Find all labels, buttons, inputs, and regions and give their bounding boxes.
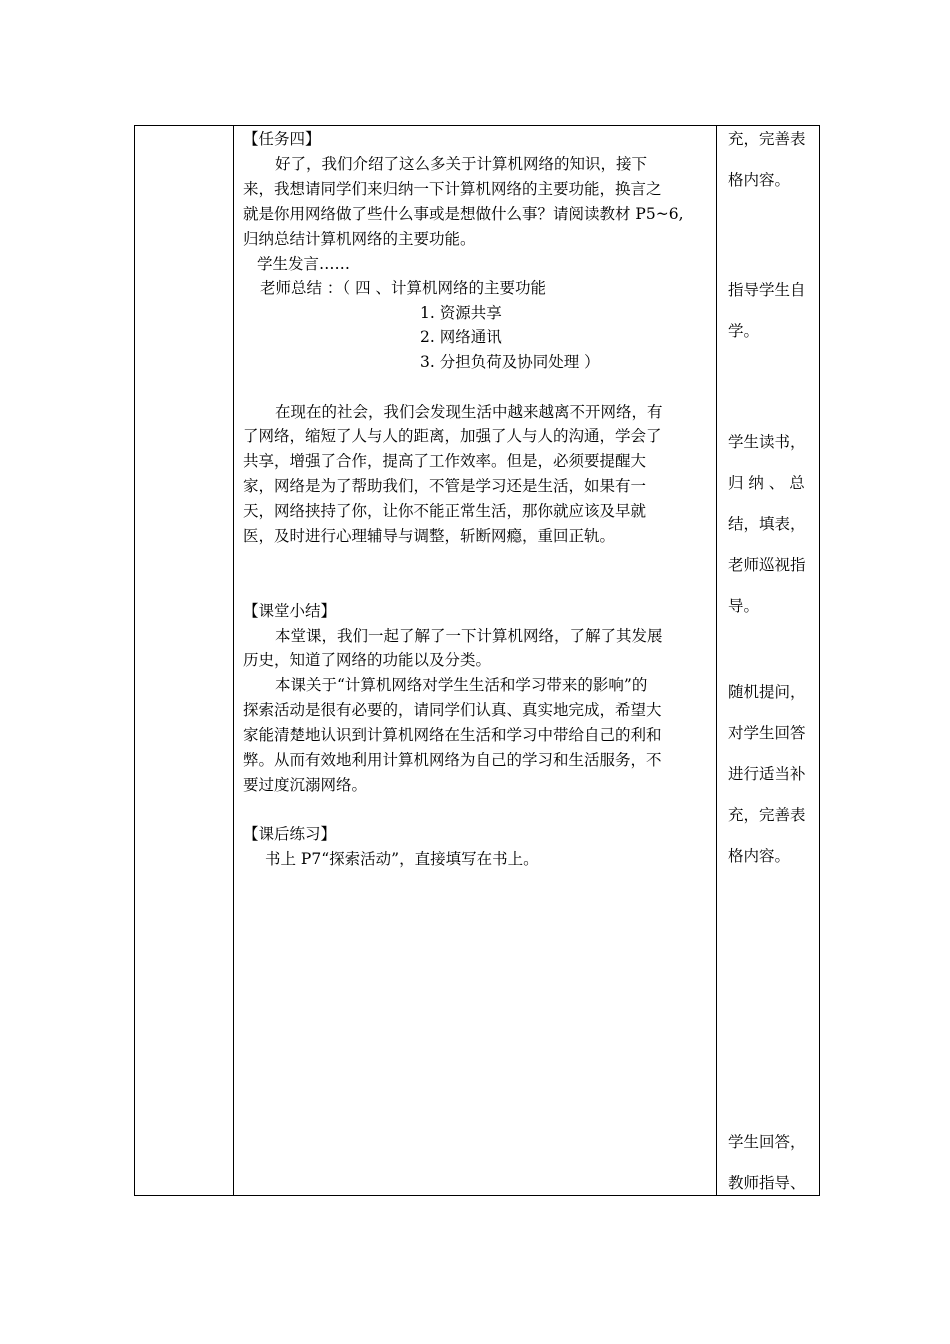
note-line: 充，完善表 [728,130,806,148]
note-line: 学。 [728,322,760,340]
note-line: 学生回答， [728,1133,806,1151]
summary-paragraph-line: 本课关于“计算机网络对学生生活和学习带来的影响”的 [275,676,648,694]
summary-paragraph-line: 探索活动是很有必要的，请同学们认真、真实地完成，希望大 [243,701,662,719]
society-paragraph-line: 天，网络挟持了你，让你不能正常生活，那你就应该及早就 [243,502,647,520]
student-speak-line: 学生发言…… [257,255,351,273]
task4-heading: 【任务四】 [243,130,321,148]
column-divider-left [233,126,234,1195]
note-line: 对学生回答 [728,724,806,742]
note-line: 教师指导、 [728,1174,806,1192]
note-line: 随机提问， [728,683,806,701]
society-paragraph-line: 共享，增强了合作，提高了工作效率。但是，必须要提醒大 [243,452,647,470]
summary-paragraph-line: 要过度沉溺网络。 [243,776,368,794]
teaching-content-cell [235,126,716,1195]
summary-paragraph-line: 历史，知道了网络的功能以及分类。 [243,651,492,669]
function-item: 2. 网络通讯 [420,328,502,346]
society-paragraph-line: 家，网络是为了帮助我们，不管是学习还是生活，如果有一 [243,477,647,495]
summary-paragraph-line: 本堂课，我们一起了解了一下计算机网络，了解了其发展 [275,627,663,645]
summary-heading: 【课堂小结】 [243,602,337,620]
society-paragraph-line: 医，及时进行心理辅导与调整，斩断网瘾，重回正轨。 [243,527,616,545]
note-line: 格内容。 [728,171,791,189]
note-line: 进行适当补 [728,765,806,783]
function-item: 1. 资源共享 [420,304,502,322]
note-line: 指导学生自 [728,281,806,299]
task4-paragraph-line: 就是你用网络做了些什么事或是想做什么事？请阅读教材 P5~6, [243,205,684,223]
society-paragraph-line: 在现在的社会，我们会发现生活中越来越离不开网络，有 [275,403,663,421]
note-line: 学生读书， [728,433,806,451]
column-divider-right [716,126,717,1195]
homework-text: 书上 P7“探索活动”，直接填写在书上。 [265,850,539,868]
note-line: 充，完善表 [728,806,806,824]
summary-paragraph-line: 弊。从而有效地利用计算机网络为自己的学习和生活服务，不 [243,751,662,769]
summary-paragraph-line: 家能清楚地认识到计算机网络在生活和学习中带给自己的利和 [243,726,662,744]
note-line: 结，填表， [728,515,806,533]
function-item: 3. 分担负荷及协同处理 ） [420,353,600,371]
society-paragraph-line: 了网络，缩短了人与人的距离，加强了人与人的沟通，学会了 [243,427,662,445]
lesson-table [134,125,820,1196]
note-line: 导。 [728,597,760,615]
note-line: 归 纳 、 总 [728,474,805,492]
note-line: 格内容。 [728,847,791,865]
teacher-summary-line: 老师总结 ：（ 四 、计算机网络的主要功能 [260,279,547,297]
note-line: 老师巡视指 [728,556,806,574]
homework-heading: 【课后练习】 [243,825,337,843]
task4-paragraph-line: 来，我想请同学们来归纳一下计算机网络的主要功能，换言之 [243,180,662,198]
task4-paragraph-line: 归纳总结计算机网络的主要功能。 [243,230,476,248]
task4-paragraph-line: 好了，我们介绍了这么多关于计算机网络的知识，接下 [275,155,648,173]
activity-notes-cell [718,126,819,1195]
